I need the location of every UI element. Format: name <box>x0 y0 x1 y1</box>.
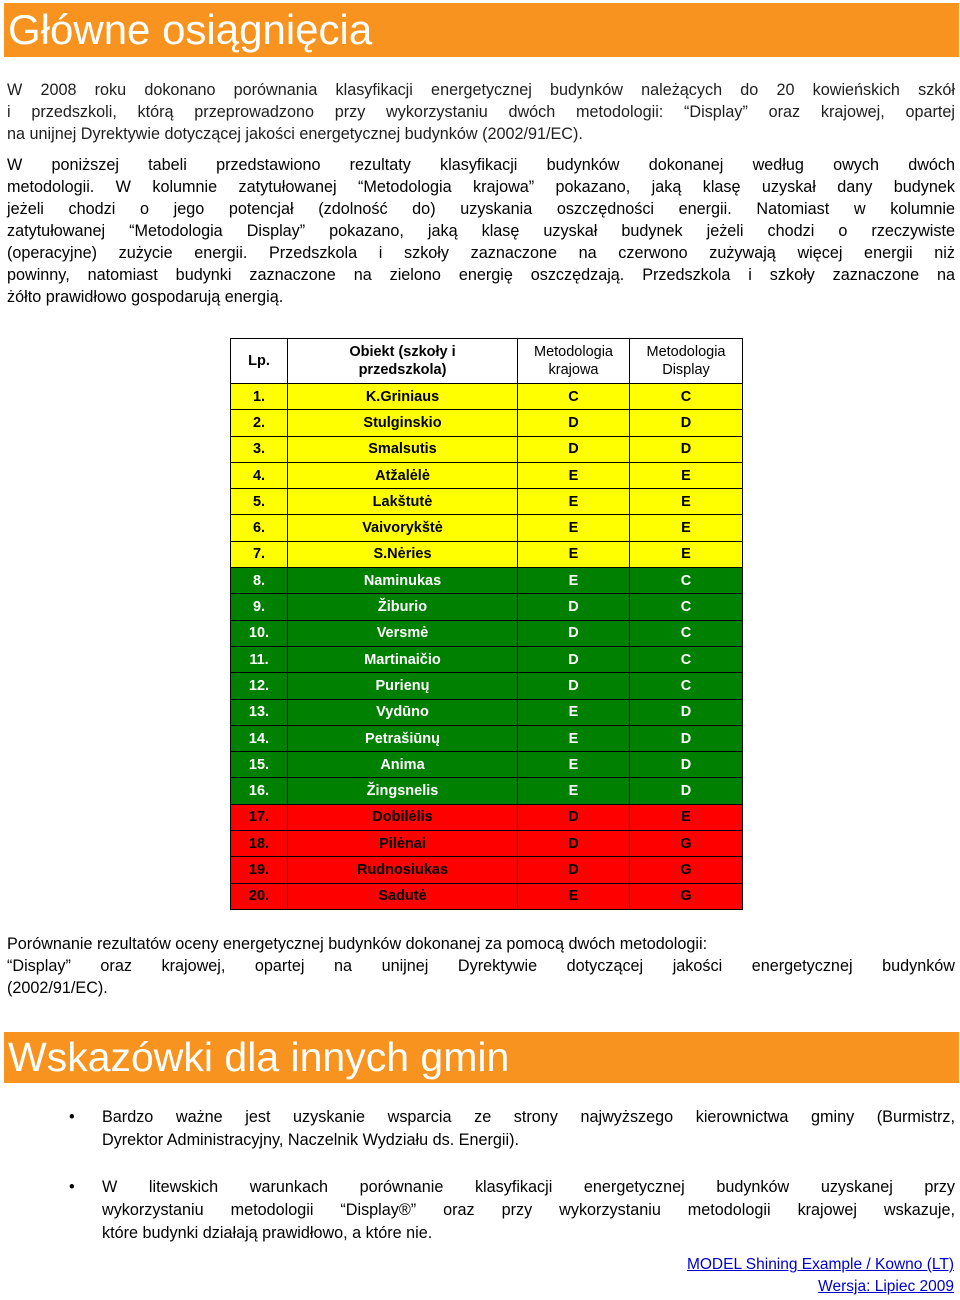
table-caption <box>7 933 955 999</box>
cell-display-class: E <box>630 515 743 541</box>
header-object <box>288 339 518 384</box>
cell-object: Martinaičio <box>288 646 518 672</box>
cell-lp: 9. <box>231 594 288 620</box>
cell-display-class: D <box>630 436 743 462</box>
table-row <box>231 831 743 857</box>
cell-object: Žingsnelis <box>288 778 518 804</box>
cell-display-class: C <box>630 594 743 620</box>
intro-paragraph-1 <box>7 79 955 145</box>
header-national-methodology <box>518 339 630 384</box>
caption-line: “Display” oraz krajowej, opartej na unijnej Dyrektywie dotyczącej jakości energetycznej budynków <box>7 957 955 975</box>
tip-line: W litewskich warunkach porównanie klasyfikacji energetycznej budynków uzyskanej przy <box>102 1178 955 1196</box>
cell-national-class: E <box>518 462 630 488</box>
table-row <box>231 699 743 725</box>
intro-p2-line: zatytułowanej “Metodologia Display” pokazano, jaką klasę uzyskał budynek jeżeli chodzi o rzeczywiste <box>7 222 955 240</box>
cell-lp: 18. <box>231 831 288 857</box>
cell-lp: 13. <box>231 699 288 725</box>
intro-p2-line: metodologii. W kolumnie zatytułowanej “Metodologia krajowa” pokazano, jaką klasę uzyskał dany budynek <box>7 178 955 196</box>
cell-lp: 4. <box>231 462 288 488</box>
table-row <box>231 857 743 883</box>
table-row <box>231 489 743 515</box>
header-lp: Lp. <box>231 339 288 384</box>
cell-object: Vydūno <box>288 699 518 725</box>
cell-object: S.Nėries <box>288 541 518 567</box>
cell-object: Lakštutė <box>288 489 518 515</box>
cell-lp: 7. <box>231 541 288 567</box>
tip-item <box>0 1176 955 1245</box>
cell-national-class: E <box>518 489 630 515</box>
header-national-line2: krajowa <box>548 362 599 378</box>
cell-display-class: D <box>630 778 743 804</box>
table-row <box>231 646 743 672</box>
table-row <box>231 410 743 436</box>
intro-p1-line: W 2008 roku dokonano porównania klasyfikacji energetycznej budynków należących do 20 kowieńskich szkół <box>7 81 955 99</box>
intro-p2-line: (operacyjne) zużycie energii. Przedszkola i szkoły zaznaczone na czerwono zużywają więcej energii niż <box>7 244 955 262</box>
table-header-row <box>231 339 743 384</box>
header-object-line2: przedszkola) <box>358 362 447 378</box>
header-display-line1: Metodologia <box>646 344 726 360</box>
footer-model-link[interactable]: MODEL Shining Example / Kowno (LT) <box>686 1256 954 1273</box>
cell-national-class: E <box>518 752 630 778</box>
cell-national-class: D <box>518 436 630 462</box>
bullet-icon: • <box>69 1178 75 1196</box>
cell-national-class: D <box>518 857 630 883</box>
cell-lp: 16. <box>231 778 288 804</box>
cell-lp: 3. <box>231 436 288 462</box>
cell-national-class: D <box>518 831 630 857</box>
cell-national-class: D <box>518 620 630 646</box>
table-row <box>231 436 743 462</box>
section-title-main-achievements: Główne osiągnięcia <box>4 3 959 57</box>
intro-p2-line: powinny, natomiast budynki zaznaczone na zielono energię oszczędzają. Przedszkola i szkoły zaznaczone na <box>7 266 955 284</box>
cell-display-class: C <box>630 673 743 699</box>
caption-line: Porównanie rezultatów oceny energetycznej budynków dokonanej za pomocą dwóch metodologii: <box>7 935 708 953</box>
cell-object: Dobilėlis <box>288 804 518 830</box>
cell-lp: 10. <box>231 620 288 646</box>
cell-lp: 5. <box>231 489 288 515</box>
footer-version-link[interactable]: Wersja: Lipiec 2009 <box>818 1278 954 1295</box>
cell-display-class: E <box>630 804 743 830</box>
cell-display-class: G <box>630 883 743 909</box>
tip-line: Bardzo ważne jest uzyskanie wsparcia ze strony najwyższego kierownictwa gminy (Burmistrz, <box>102 1108 955 1126</box>
cell-object: Pilėnai <box>288 831 518 857</box>
section-title-tips: Wskazówki dla innych gmin <box>4 1032 959 1083</box>
table-row <box>231 883 743 909</box>
table-row <box>231 804 743 830</box>
cell-lp: 2. <box>231 410 288 436</box>
cell-lp: 14. <box>231 725 288 751</box>
cell-national-class: D <box>518 594 630 620</box>
cell-national-class: E <box>518 883 630 909</box>
cell-national-class: D <box>518 804 630 830</box>
cell-object: Anima <box>288 752 518 778</box>
cell-lp: 15. <box>231 752 288 778</box>
table-row <box>231 384 743 410</box>
cell-object: Versmė <box>288 620 518 646</box>
cell-display-class: C <box>630 646 743 672</box>
cell-national-class: E <box>518 778 630 804</box>
tip-line: Dyrektor Administracyjny, Naczelnik Wydziału ds. Energii). <box>102 1131 519 1149</box>
table-row <box>231 568 743 594</box>
cell-display-class: G <box>630 857 743 883</box>
tip-line: które budynki działają prawidłowo, a które nie. <box>102 1224 433 1242</box>
cell-national-class: C <box>518 384 630 410</box>
cell-lp: 20. <box>231 883 288 909</box>
tips-list <box>0 1106 955 1269</box>
table-row <box>231 515 743 541</box>
intro-p2-line: W poniższej tabeli przedstawiono rezultaty klasyfikacji budynków dokonanej według owych dwóch <box>7 156 955 174</box>
cell-display-class: C <box>630 620 743 646</box>
table-row <box>231 620 743 646</box>
cell-object: Smalsutis <box>288 436 518 462</box>
cell-lp: 8. <box>231 568 288 594</box>
cell-national-class: E <box>518 725 630 751</box>
table-row <box>231 725 743 751</box>
cell-object: Stulginskio <box>288 410 518 436</box>
table-body <box>231 384 743 910</box>
intro-p1-line: na unijnej Dyrektywie dotyczącej jakości energetycznej budynków (2002/91/EC). <box>7 125 583 143</box>
cell-display-class: E <box>630 541 743 567</box>
cell-display-class: D <box>630 725 743 751</box>
table-row <box>231 462 743 488</box>
table-row <box>231 673 743 699</box>
cell-object: Petrašiūnų <box>288 725 518 751</box>
cell-display-class: D <box>630 699 743 725</box>
caption-line: (2002/91/EC). <box>7 979 108 997</box>
classification-table <box>230 338 743 910</box>
header-national-line1: Metodologia <box>534 344 613 360</box>
intro-paragraph-2 <box>7 154 955 308</box>
table-row <box>231 752 743 778</box>
cell-display-class: G <box>630 831 743 857</box>
cell-object: Atžalėlė <box>288 462 518 488</box>
cell-object: Vaivorykštė <box>288 515 518 541</box>
bullet-icon: • <box>69 1108 75 1126</box>
cell-lp: 12. <box>231 673 288 699</box>
cell-object: Sadutė <box>288 883 518 909</box>
cell-national-class: E <box>518 515 630 541</box>
header-object-line1: Obiekt (szkoły i <box>349 344 456 360</box>
cell-national-class: E <box>518 699 630 725</box>
header-display-line2: Display <box>662 362 710 378</box>
cell-national-class: D <box>518 410 630 436</box>
tip-item <box>0 1106 955 1152</box>
cell-display-class: C <box>630 568 743 594</box>
cell-lp: 19. <box>231 857 288 883</box>
header-display-methodology <box>630 339 743 384</box>
cell-display-class: C <box>630 384 743 410</box>
cell-national-class: E <box>518 541 630 567</box>
intro-p1-line: i przedszkoli, którą przeprowadzono przy wykorzystaniu dwóch metodologii: “Display” oraz krajowej, opartej <box>7 103 955 121</box>
table-row <box>231 594 743 620</box>
intro-p2-line: jeżeli chodzi o jego potencjał (zdolność do) uzyskania oszczędności energii. Natomiast w kolumnie <box>7 200 955 218</box>
cell-lp: 6. <box>231 515 288 541</box>
cell-object: K.Griniaus <box>288 384 518 410</box>
cell-lp: 17. <box>231 804 288 830</box>
cell-object: Naminukas <box>288 568 518 594</box>
cell-lp: 11. <box>231 646 288 672</box>
cell-national-class: D <box>518 673 630 699</box>
tip-line: wykorzystaniu metodologii “Display®” oraz przy wykorzystaniu metodologii krajowej wskazuje, <box>102 1201 955 1219</box>
cell-display-class: D <box>630 410 743 436</box>
cell-display-class: D <box>630 752 743 778</box>
table-row <box>231 778 743 804</box>
cell-object: Purienų <box>288 673 518 699</box>
cell-national-class: D <box>518 646 630 672</box>
cell-display-class: E <box>630 489 743 515</box>
cell-national-class: E <box>518 568 630 594</box>
cell-lp: 1. <box>231 384 288 410</box>
intro-p2-line: żółto prawidłowo gospodarują energią. <box>7 288 284 306</box>
table-row <box>231 541 743 567</box>
cell-object: Žiburio <box>288 594 518 620</box>
cell-display-class: E <box>630 462 743 488</box>
footer <box>687 1254 954 1298</box>
cell-object: Rudnosiukas <box>288 857 518 883</box>
